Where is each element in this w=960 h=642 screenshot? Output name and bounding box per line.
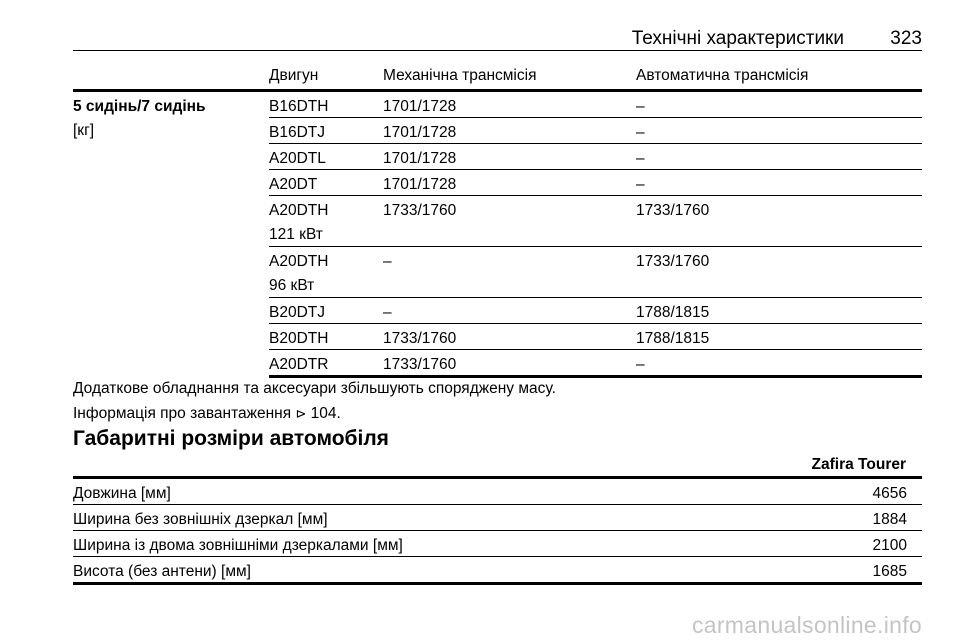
table-row	[269, 350, 922, 378]
manual-cell: 1701/1728	[383, 176, 457, 193]
manual-cell: 1701/1728	[383, 150, 457, 167]
dimension-value: 1685	[872, 563, 907, 580]
dimension-label: Ширина без зовнішніх дзеркал [мм]	[73, 511, 328, 528]
page-number: 323	[890, 28, 922, 49]
table-row	[73, 505, 922, 531]
row-group-label-seats: 5 сидінь/7 сидінь	[73, 98, 206, 115]
engine-power: 121 кВт	[269, 226, 323, 243]
notes	[73, 380, 556, 430]
engine-cell: A20DTL	[269, 150, 326, 167]
table-row	[269, 196, 922, 247]
table-row	[73, 479, 922, 505]
dimension-value: 4656	[872, 485, 907, 502]
automatic-cell: –	[636, 176, 645, 193]
page-reference-link[interactable]: 104.	[310, 405, 341, 422]
engine-cell: B16DTJ	[269, 124, 325, 141]
weight-table-header	[73, 64, 922, 92]
automatic-cell: 1788/1815	[636, 304, 710, 321]
section-title: Габаритні розміри автомобіля	[73, 427, 389, 450]
weight-spec-table	[73, 64, 922, 378]
table-row	[269, 324, 922, 350]
note-loading-text: Інформація про завантаження	[73, 405, 292, 422]
automatic-cell: 1733/1760	[636, 202, 710, 219]
table-row	[269, 118, 922, 144]
manual-cell: –	[383, 253, 392, 270]
engine-cell: A20DTR	[269, 356, 329, 373]
page-reference-arrow-icon: ⊳	[295, 406, 307, 421]
engine-cell: A20DT	[269, 176, 318, 193]
engine-cell	[269, 253, 328, 295]
dimension-label: Довжина [мм]	[73, 485, 171, 502]
row-group-label	[73, 98, 206, 140]
note-equipment: Додаткове обладнання та аксесуари збільшують споряджену масу.	[73, 380, 556, 397]
table-row	[269, 298, 922, 324]
manual-cell: 1701/1728	[383, 98, 457, 115]
manual-cell: –	[383, 304, 392, 321]
dimensions-table	[73, 452, 922, 585]
page-title: Технічні характеристики	[631, 28, 844, 49]
table-row	[73, 531, 922, 557]
column-header-engine: Двигун	[269, 67, 319, 84]
dimension-label: Висота (без антени) [мм]	[73, 563, 251, 580]
automatic-cell: –	[636, 150, 645, 167]
column-header-automatic: Автоматична трансмісія	[636, 67, 809, 84]
dimension-value: 2100	[872, 537, 907, 554]
engine-code: A20DTH	[269, 253, 329, 270]
manual-cell: 1733/1760	[383, 330, 457, 347]
table-row	[269, 144, 922, 170]
dimensions-table-header	[73, 452, 922, 479]
table-row	[73, 557, 922, 585]
automatic-cell: –	[636, 98, 645, 115]
row-group-label-unit: [кг]	[73, 122, 95, 139]
engine-code: A20DTH	[269, 202, 329, 219]
page-header	[73, 26, 922, 51]
column-header-manual: Механічна трансмісія	[383, 67, 537, 84]
engine-cell: B20DTJ	[269, 304, 325, 321]
engine-cell	[269, 202, 328, 244]
dimension-label: Ширина із двома зовнішніми дзеркалами [мм]	[73, 537, 403, 554]
watermark: carmanualsonline.info	[691, 612, 922, 638]
engine-power: 96 кВт	[269, 277, 315, 294]
table-row	[269, 92, 922, 118]
note-loading	[73, 405, 556, 423]
automatic-cell: 1733/1760	[636, 253, 710, 270]
table-row	[269, 247, 922, 298]
engine-cell: B20DTH	[269, 330, 329, 347]
engine-cell: B16DTH	[269, 98, 329, 115]
dimension-value: 1884	[872, 511, 907, 528]
table-row	[269, 170, 922, 196]
model-name: Zafira Tourer	[811, 456, 906, 473]
manual-cell: 1733/1760	[383, 202, 457, 219]
automatic-cell: –	[636, 124, 645, 141]
automatic-cell: –	[636, 356, 645, 373]
weight-table-body	[73, 92, 922, 378]
manual-cell: 1733/1760	[383, 356, 457, 373]
manual-cell: 1701/1728	[383, 124, 457, 141]
automatic-cell: 1788/1815	[636, 330, 710, 347]
